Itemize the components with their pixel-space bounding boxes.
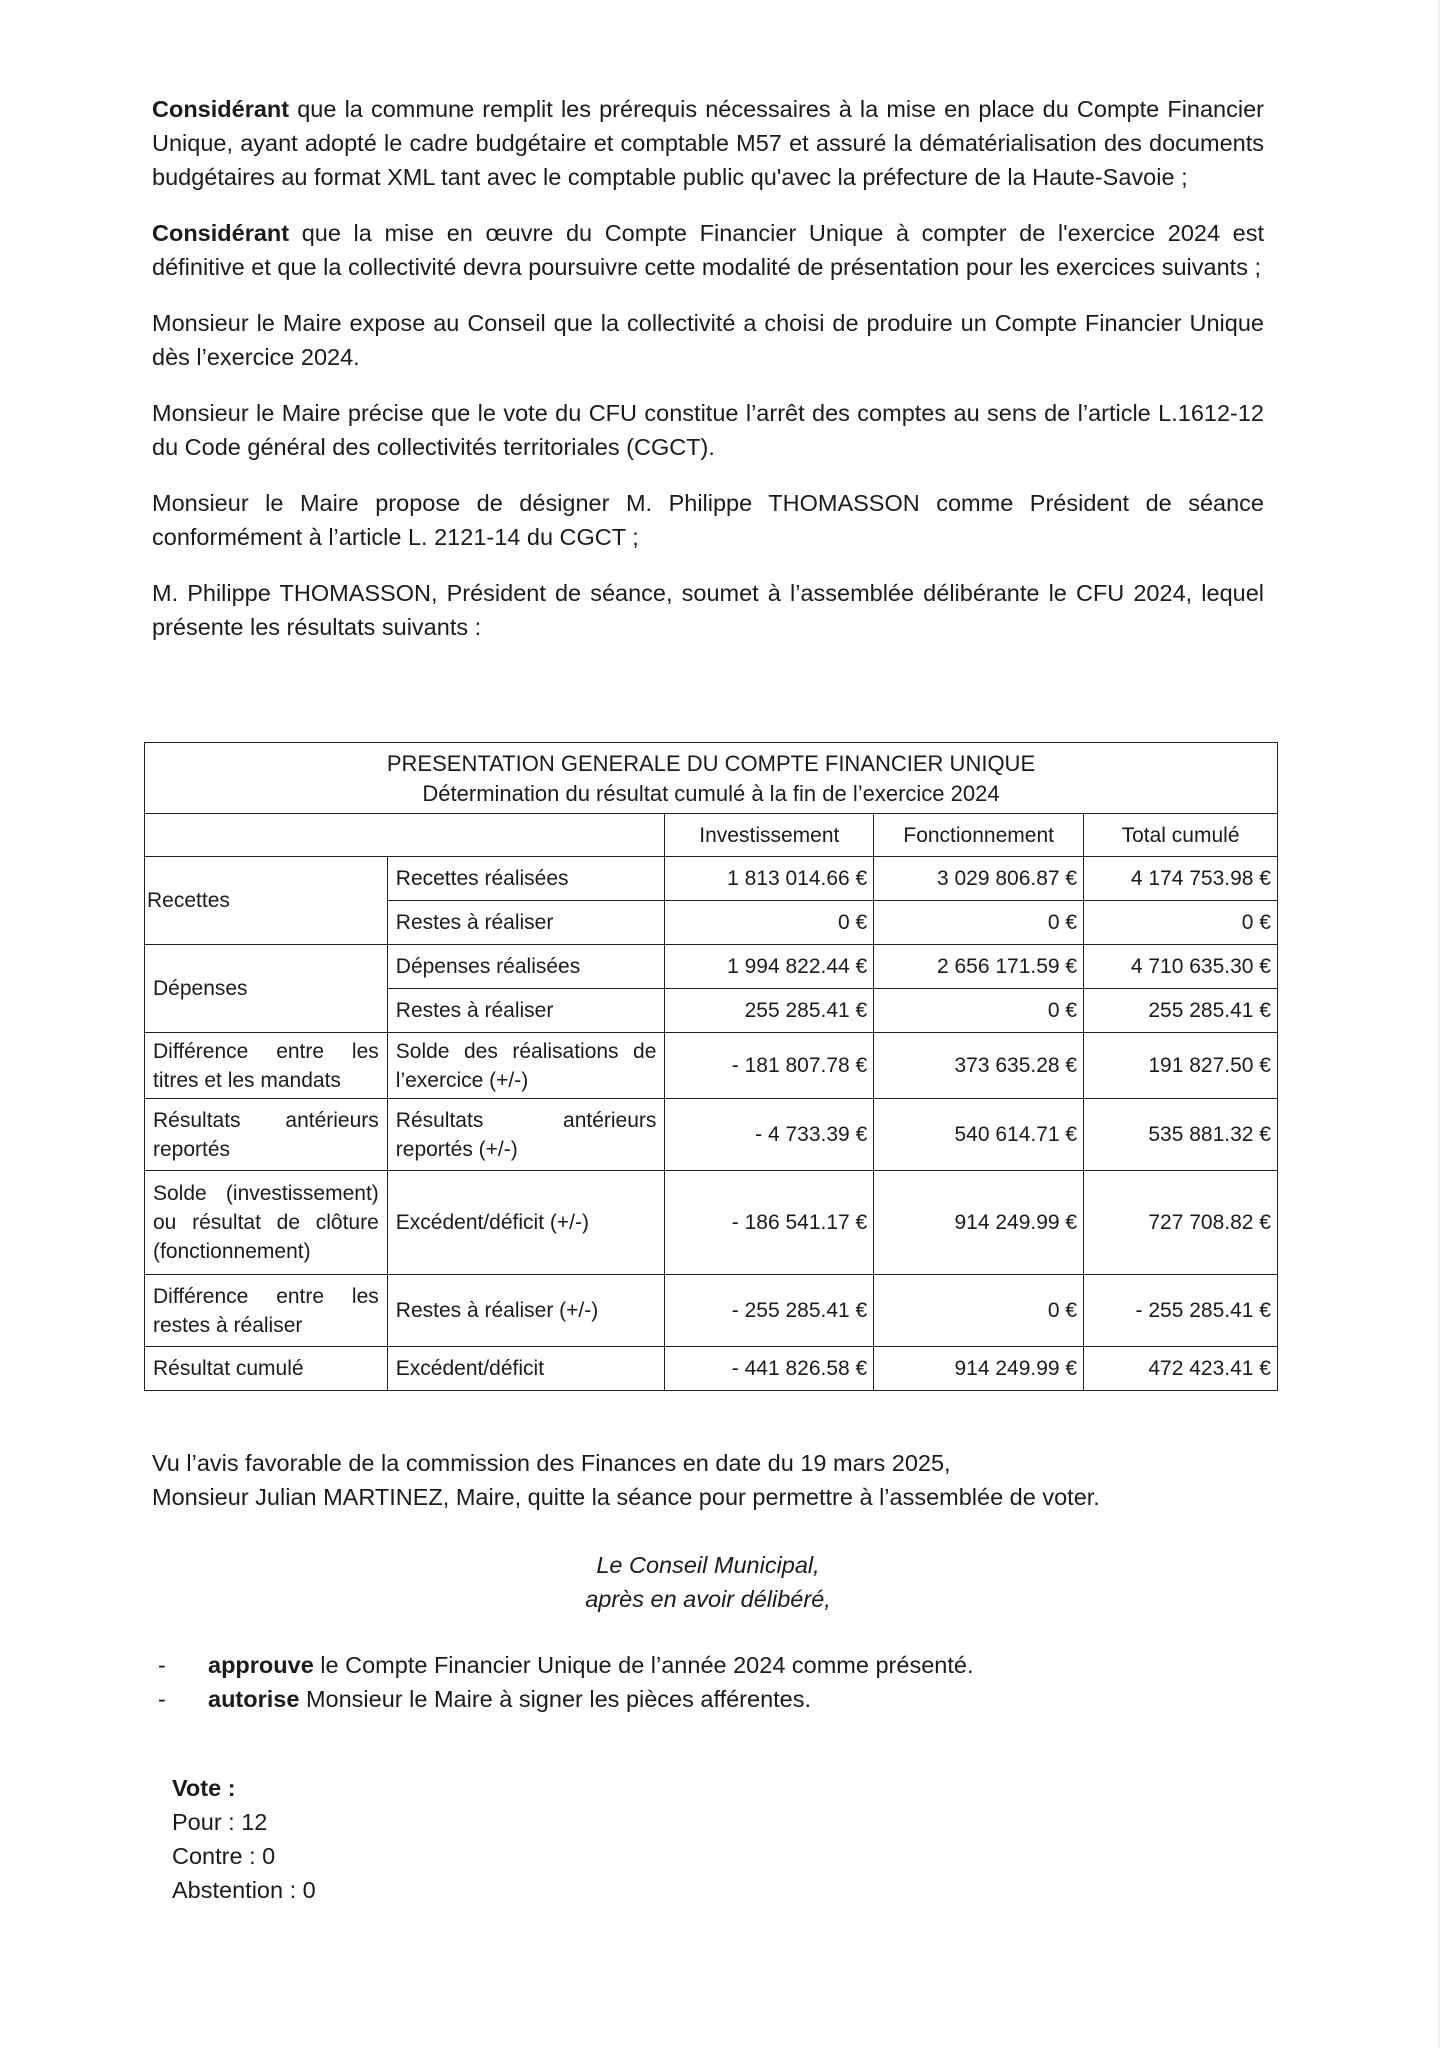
table-title-line1: PRESENTATION GENERALE DU COMPTE FINANCIER UNIQUE [386,751,1036,776]
row-label: Recettes réalisées [387,857,665,901]
row-label: Restes à réaliser [387,901,665,945]
decision-keyword: autorise [208,1686,300,1712]
cell-fonctionnement: 914 249.99 € [874,1171,1084,1275]
bullet-dash: - [158,1652,166,1678]
cell-total: 0 € [1084,901,1278,945]
col-header-total: Total cumulé [1084,814,1278,857]
table-row [145,1347,1278,1391]
council-line1: Le Conseil Municipal, [596,1552,820,1578]
paragraph-text: Monsieur le Maire expose au Conseil que la collectivité a choisi de produire un Compte Financier Unique dès l’exercice 2024. [152,310,1264,370]
decision-item [158,1682,1258,1716]
paragraph-president-seance [152,576,1264,644]
after-table-text [152,1446,1264,1514]
paragraph-text: M. Philippe THOMASSON, Président de séance, soumet à l’assemblée délibérante le CFU 2024, lequel présente les résultats suivants : [152,580,1264,640]
cell-fonctionnement: 2 656 171.59 € [874,945,1084,989]
decision-text: le Compte Financier Unique de l’année 2024 comme présenté. [313,1652,974,1678]
paragraph-text: Monsieur le Maire propose de désigner M. Philippe THOMASSON comme Président de séance conformément à l’article L. 2121-14 du CGCT ; [152,490,1264,550]
paragraph-maire-propose [152,486,1264,554]
table-title-line2: Détermination du résultat cumulé à la fin de l’exercice 2024 [422,781,1000,806]
vote-block [172,1771,316,1907]
cell-total: - 255 285.41 € [1084,1275,1278,1347]
col-header-fonctionnement: Fonctionnement [874,814,1084,857]
table-header-row [145,814,1278,857]
row-group-resultat-cumule: Résultat cumulé [145,1347,388,1391]
table-row [145,1171,1278,1275]
cell-investissement: 1 813 014.66 € [665,857,874,901]
table-row [145,1033,1278,1099]
table-row [145,857,1278,901]
cell-fonctionnement: 373 635.28 € [874,1033,1084,1099]
cell-fonctionnement: 914 249.99 € [874,1347,1084,1391]
cell-investissement: - 4 733.39 € [665,1099,874,1171]
row-group-solde-cloture: Solde (investissement) ou résultat de clôture (fonctionnement) [145,1171,388,1275]
cell-investissement: - 255 285.41 € [665,1275,874,1347]
row-label: Restes à réaliser [387,989,665,1033]
preamble [152,92,1264,666]
vote-title: Vote : [172,1775,236,1801]
vote-abstention: Abstention : 0 [172,1877,316,1903]
row-group-difference-restes: Différence entre les restes à réaliser [145,1275,388,1347]
cell-fonctionnement: 0 € [874,989,1084,1033]
decision-keyword: approuve [208,1652,314,1678]
cell-total: 191 827.50 € [1084,1033,1278,1099]
paragraph-considerant-2 [152,216,1264,284]
decision-item [158,1648,1258,1682]
cell-total: 4 174 753.98 € [1084,857,1278,901]
vote-contre: Contre : 0 [172,1843,276,1869]
cell-total: 535 881.32 € [1084,1099,1278,1171]
row-group-resultats-anterieurs: Résultats antérieurs reportés [145,1099,388,1171]
table-header-empty [145,814,665,857]
row-label: Excédent/déficit (+/-) [387,1171,665,1275]
row-label: Dépenses réalisées [387,945,665,989]
cell-investissement: 0 € [665,901,874,945]
paragraph-considerant-1 [152,92,1264,194]
table-row [145,1099,1278,1171]
cell-investissement: - 181 807.78 € [665,1033,874,1099]
table-row [145,1275,1278,1347]
row-group-depenses: Dépenses [145,945,388,1033]
cell-fonctionnement: 540 614.71 € [874,1099,1084,1171]
cell-investissement: 255 285.41 € [665,989,874,1033]
paragraph-maire-expose [152,306,1264,374]
row-label: Solde des réalisations de l’exercice (+/-) [387,1033,665,1099]
vote-pour: Pour : 12 [172,1809,268,1835]
cfu-results-table [144,742,1278,1391]
maire-quitte-seance: Monsieur Julian MARTINEZ, Maire, quitte la séance pour permettre à l’assemblée de voter. [152,1484,1100,1510]
cell-fonctionnement: 0 € [874,1275,1084,1347]
scan-edge [1438,0,1440,2048]
paragraph-keyword: Considérant [152,96,290,122]
paragraph-keyword: Considérant [152,220,290,246]
council-line2: après en avoir délibéré, [585,1586,831,1612]
avis-commission: Vu l’avis favorable de la commission des Finances en date du 19 mars 2025, [152,1450,951,1476]
paragraph-text: Monsieur le Maire précise que le vote du CFU constitue l’arrêt des comptes au sens de l’article L.1612-12 du Code général des collectivités territoriales (CGCT). [152,400,1264,460]
bullet-dash: - [158,1686,166,1712]
decision-text: Monsieur le Maire à signer les pièces afférentes. [299,1686,812,1712]
cell-investissement: 1 994 822.44 € [665,945,874,989]
col-header-investissement: Investissement [665,814,874,857]
cell-total: 255 285.41 € [1084,989,1278,1033]
cell-investissement: - 186 541.17 € [665,1171,874,1275]
paragraph-text: que la mise en œuvre du Compte Financier Unique à compter de l'exercice 2024 est définitive et que la collectivité devra poursuivre cette modalité de présentation pour les exercices suivants ; [152,220,1264,280]
cell-fonctionnement: 0 € [874,901,1084,945]
paragraph-maire-precise [152,396,1264,464]
row-group-difference-titres-mandats: Différence entre les titres et les mandats [145,1033,388,1099]
cell-total: 727 708.82 € [1084,1171,1278,1275]
cell-investissement: - 441 826.58 € [665,1347,874,1391]
cell-total: 4 710 635.30 € [1084,945,1278,989]
row-label: Excédent/déficit [387,1347,665,1391]
cell-fonctionnement: 3 029 806.87 € [874,857,1084,901]
paragraph-text: que la commune remplit les prérequis nécessaires à la mise en place du Compte Financier Unique, ayant adopté le cadre budgétaire et comptable M57 et assuré la dématérialisation des documents budgétaires au format XML tant avec le comptable public qu'avec la préfecture de la Haute-Savoie ; [152,96,1264,190]
row-group-recettes: Recettes [145,857,388,945]
council-heading [152,1548,1264,1616]
decisions-list [158,1648,1258,1716]
row-label: Résultats antérieurs reportés (+/-) [387,1099,665,1171]
table-title [145,743,1278,814]
table-row [145,945,1278,989]
cell-total: 472 423.41 € [1084,1347,1278,1391]
row-label: Restes à réaliser (+/-) [387,1275,665,1347]
table-title-row [145,743,1278,814]
